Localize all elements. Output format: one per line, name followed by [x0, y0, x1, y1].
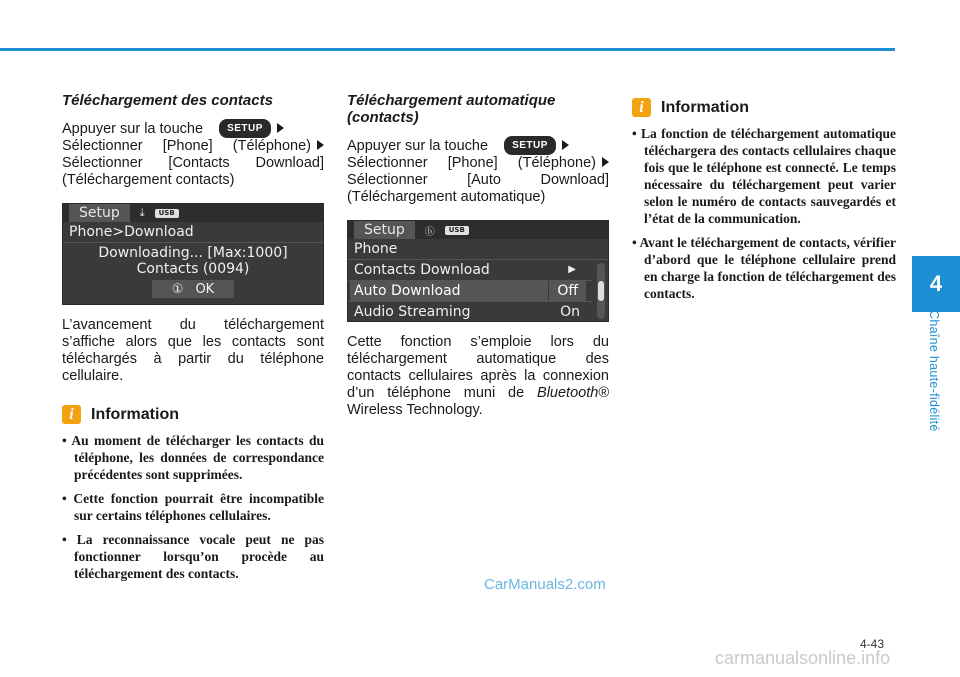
column-contacts-download	[62, 92, 324, 589]
progress-description: L’avancement du téléchargement s’affiche alors que les contacts sont téléchargés à partir du téléphone cellulaire.	[62, 317, 324, 384]
auto-download-screen	[347, 220, 609, 322]
info-list	[632, 125, 896, 302]
bluetooth-text: Bluetooth®	[537, 385, 609, 401]
setup-key-badge: SETUP	[219, 119, 271, 138]
contacts-count: Contacts (0094)	[136, 261, 250, 277]
screen-header	[348, 221, 608, 239]
top-rule	[0, 48, 895, 51]
setup-key-badge: SETUP	[504, 136, 556, 155]
instructions: Appuyer sur la touche SETUP Sélectionner [Phone] (Téléphone) Sélectionner [Auto Download] (Téléchargement automatique)	[347, 138, 609, 205]
list-item: • Au moment de télécharger les contacts du téléphone, les données de correspondance précédentes sont supprimées.	[62, 432, 324, 483]
auto-download-description: Cette fonction s’emploie lors du téléchargement automatique des contacts cellulaires après la connexion d’un téléphone muni de Bluetooth® Wireless Technology.	[347, 334, 609, 418]
arrow-right-icon	[317, 140, 324, 150]
scrollbar-thumb[interactable]	[598, 281, 604, 301]
menu-item-audio-streaming[interactable]: Audio Streaming On	[354, 304, 580, 320]
arrow-right-icon	[602, 157, 609, 167]
screen-header	[63, 204, 323, 222]
info-heading: i Information	[632, 98, 896, 117]
instructions: Appuyer sur la touche SETUP Sélectionner [Phone] (Téléphone) Sélectionner [Contacts Download] (Téléchargement contacts)	[62, 121, 324, 188]
audio-streaming-value: On	[560, 304, 580, 320]
watermark-carmanuals2: CarManuals2.com	[484, 576, 606, 593]
menu-list	[348, 260, 592, 322]
download-icon: ⤓	[139, 206, 145, 219]
ok-button[interactable]	[152, 280, 234, 298]
info-heading: i Information	[62, 405, 324, 424]
column-auto-download	[347, 92, 609, 419]
column-information	[632, 98, 896, 309]
watermark-carmanualsonline: carmanualsonline.info	[715, 648, 891, 668]
info-icon: i	[632, 98, 651, 117]
usb-icon: USB	[155, 209, 179, 218]
ok-number: ①	[171, 281, 184, 297]
section-title: Téléchargement automatique (contacts)	[347, 92, 556, 126]
section-title: Téléchargement des contacts	[62, 92, 273, 109]
download-progress-line: Downloading... [Max:1000]	[98, 245, 288, 261]
list-item: • La fonction de téléchargement automatique téléchargera des contacts cellulaires chaque fois que le téléphone est connecté. Le temps nécessaire du téléchargement peut varier selon le numéro de contacts sauvegardés et l’état de la communication.	[632, 125, 896, 227]
auto-download-value[interactable]: Off	[549, 281, 586, 301]
screen-path: Phone>Download	[63, 222, 323, 243]
arrow-right-icon	[562, 140, 569, 150]
screen-title: Setup	[354, 221, 415, 239]
chevron-right-icon: ▶	[568, 264, 576, 275]
screen-title: Setup	[69, 204, 130, 222]
info-icon: i	[62, 405, 81, 424]
list-item: • La reconnaissance vocale peut ne pas fonctionner lorsqu’on procède au téléchargement des contacts.	[62, 531, 324, 582]
scrollbar[interactable]	[597, 263, 605, 319]
bluetooth-icon: ⓑ	[424, 226, 435, 238]
menu-item-auto-download[interactable]: Auto Download Off	[348, 281, 592, 302]
screen-section-phone: Phone	[348, 239, 608, 260]
usb-icon: USB	[445, 226, 469, 235]
chapter-title: Chaîne haute-fidélité	[927, 310, 941, 432]
page-number: 4-43	[860, 637, 885, 651]
chapter-tab: 4	[912, 256, 960, 312]
menu-item-contacts-download[interactable]: Contacts Download ▶	[348, 260, 592, 281]
ok-label: OK	[195, 281, 215, 297]
list-item: • Cette fonction pourrait être incompatible sur certains téléphones cellulaires.	[62, 490, 324, 524]
download-screen	[62, 203, 324, 305]
info-list	[62, 432, 324, 582]
arrow-right-icon	[277, 123, 284, 133]
list-item: • Avant le téléchargement de contacts, vérifier d’abord que le téléphone cellulaire prend en charge la fonction de téléchargement des contacts.	[632, 234, 896, 302]
